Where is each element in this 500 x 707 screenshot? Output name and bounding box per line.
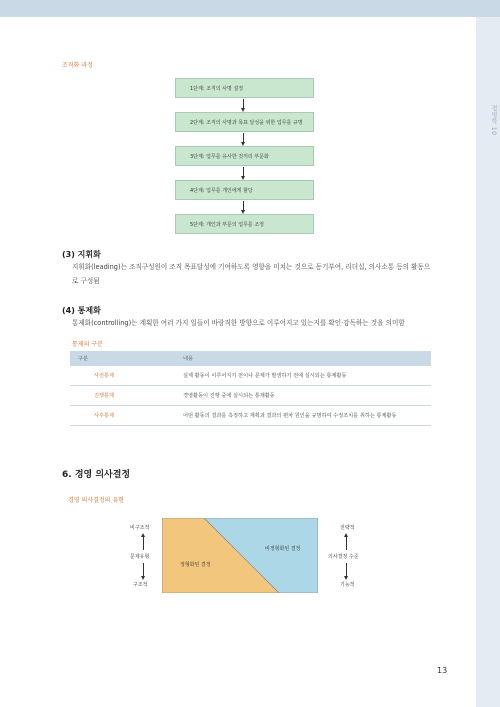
page-number: 13 xyxy=(437,666,448,675)
flow-step-4: 4단계: 업무를 개인에게 할당 xyxy=(175,180,314,200)
table-header-cell: 구분 xyxy=(70,351,138,366)
table-cell-type: 사후통제 xyxy=(70,406,138,426)
table-header-row xyxy=(70,351,431,366)
right-label-mid: 의사결정 수준 xyxy=(328,554,359,560)
up-arrow-icon xyxy=(143,536,144,550)
programmed-decision-label: 정형화된 결정 xyxy=(180,562,211,568)
controlling-heading: (4) 통제화 xyxy=(62,306,101,315)
decision-type-diagram xyxy=(162,518,318,593)
flow-arrow xyxy=(243,201,244,211)
table-cell-type: 사전통제 xyxy=(70,366,138,386)
right-label-top: 전략적 xyxy=(340,525,355,531)
flow-arrow xyxy=(243,133,244,143)
left-label-bottom: 구조적 xyxy=(133,582,148,588)
leading-text: 지휘화(leading)는 조직구성원이 조직 목표달성에 기여하도록 영향을 미치는 것으로 동기부여, 리더십, 의사소통 등의 활동으로 구성됨 xyxy=(72,263,431,285)
down-arrow-icon xyxy=(143,563,144,577)
top-color-bar xyxy=(0,0,500,17)
table-header-cell: 내용 xyxy=(138,351,431,366)
table-cell-desc: 경영활동이 진행 중에 실시되는 통제활동 xyxy=(138,386,431,406)
down-arrow-icon xyxy=(346,563,347,577)
flow-step-2: 2단계: 조직의 사명과 목표 달성을 위한 업무를 규명 xyxy=(175,112,314,132)
nonprogrammed-decision-label: 비정형화된 결정 xyxy=(265,546,301,552)
control-table-caption: 통제의 구분 xyxy=(72,341,103,348)
flow-arrow xyxy=(243,99,244,109)
left-label-top: 비구조적 xyxy=(130,525,150,531)
controlling-text: 통제화(controlling)는 계획한 여러 가지 일들이 바람직한 방향으로 이루어지고 있는지를 확인·감독하는 것을 의미함 xyxy=(72,319,405,327)
flow-caption: 조직화 과정 xyxy=(62,62,93,69)
table-row xyxy=(70,406,431,426)
control-table xyxy=(70,351,431,426)
table-row xyxy=(70,366,431,386)
flow-step-1: 1단계: 조직의 사명 설정 xyxy=(175,78,314,98)
up-arrow-icon xyxy=(346,536,347,550)
table-cell-type: 진행통제 xyxy=(70,386,138,406)
flow-arrow xyxy=(243,167,244,177)
table-row xyxy=(70,386,431,406)
side-chapter-label: 경영학 10 xyxy=(490,105,497,136)
left-label-mid: 문제유형 xyxy=(130,554,150,560)
right-label-bottom: 기능적 xyxy=(340,582,355,588)
table-cell-desc: 어떤 활동의 결과를 측정하고 계획과 결과의 편차 원인을 규명하여 수정조치를 취하는 통제활동 xyxy=(138,406,431,426)
decision-caption: 경영 의사결정의 유형 xyxy=(68,497,124,504)
flow-step-5: 5단계: 개인과 부문의 업무를 조정 xyxy=(175,214,314,234)
flow-step-3: 3단계: 업무를 유사한 것끼리 부문화 xyxy=(175,146,314,166)
section-heading: 6. 경영 의사결정 xyxy=(62,470,131,480)
leading-heading: (3) 지휘화 xyxy=(62,250,101,259)
table-cell-desc: 실제 활동이 이루어지기 전이나 문제가 발생하기 전에 실시되는 통제활동 xyxy=(138,366,431,386)
